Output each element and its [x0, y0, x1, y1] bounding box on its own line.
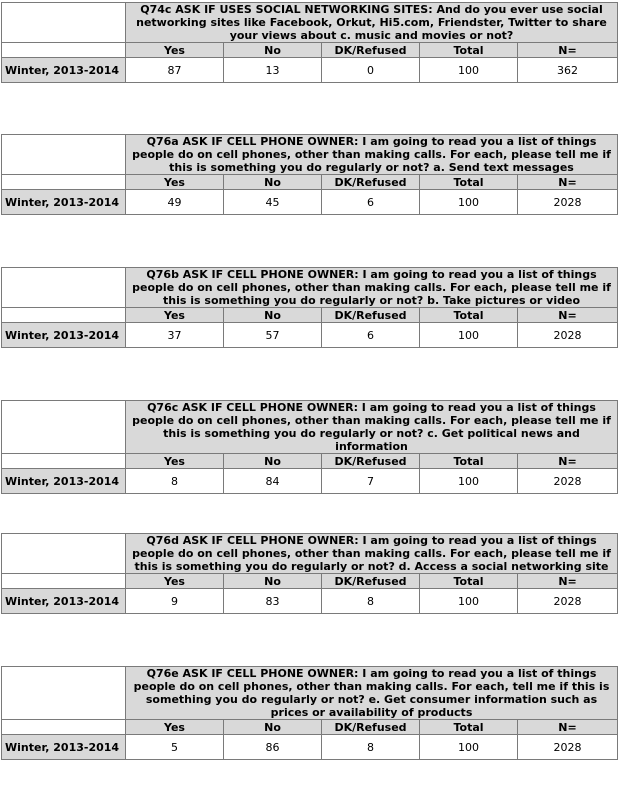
- column-header-yes: Yes: [126, 43, 224, 58]
- column-header-dk-refused: DK/Refused: [322, 308, 420, 323]
- blank-corner-cell: [2, 667, 126, 720]
- column-header-n: N=: [518, 43, 618, 58]
- value-cell-yes: 87: [126, 58, 224, 83]
- question-text: Q76e ASK IF CELL PHONE OWNER: I am going to read you a list of things people do on cell phones, other than making calls. For each, tell me if this is something you do regularly or not? e. Get consumer information such as prices or availability of products: [126, 667, 618, 720]
- value-cell-yes: 5: [126, 735, 224, 760]
- blank-header-cell: [2, 43, 126, 58]
- column-header-dk-refused: DK/Refused: [322, 574, 420, 589]
- question-text: Q76b ASK IF CELL PHONE OWNER: I am going to read you a list of things people do on cell phones, other than making calls. For each, please tell me if this is something you do regularly or not? b. Take pictures or video: [126, 268, 618, 308]
- column-header-yes: Yes: [126, 308, 224, 323]
- column-header-yes: Yes: [126, 454, 224, 469]
- value-cell-total: 100: [420, 190, 518, 215]
- row-label: Winter, 2013-2014: [2, 190, 126, 215]
- value-cell-dk-refused: 6: [322, 323, 420, 348]
- question-text: Q76d ASK IF CELL PHONE OWNER: I am going to read you a list of things people do on cell phones, other than making calls. For each, please tell me if this is something you do regularly or not? d. Access a social networking site: [126, 534, 618, 574]
- value-cell-total: 100: [420, 735, 518, 760]
- row-label: Winter, 2013-2014: [2, 58, 126, 83]
- blank-header-cell: [2, 720, 126, 735]
- value-cell-total: 100: [420, 469, 518, 494]
- table-row: [2, 58, 618, 83]
- column-header-no: No: [224, 574, 322, 589]
- value-cell-total: 100: [420, 323, 518, 348]
- column-header-yes: Yes: [126, 720, 224, 735]
- value-cell-n: 2028: [518, 469, 618, 494]
- value-cell-dk-refused: 7: [322, 469, 420, 494]
- question-text: Q76a ASK IF CELL PHONE OWNER: I am going to read you a list of things people do on cell phones, other than making calls. For each, please tell me if this is something you do regularly or not? a. Send text messages: [126, 135, 618, 175]
- survey-table: [1, 533, 618, 614]
- value-cell-yes: 37: [126, 323, 224, 348]
- blank-header-cell: [2, 308, 126, 323]
- column-header-dk-refused: DK/Refused: [322, 175, 420, 190]
- blank-header-cell: [2, 175, 126, 190]
- value-cell-total: 100: [420, 58, 518, 83]
- column-header-n: N=: [518, 308, 618, 323]
- column-header-total: Total: [420, 175, 518, 190]
- blank-header-cell: [2, 454, 126, 469]
- column-header-dk-refused: DK/Refused: [322, 720, 420, 735]
- row-label: Winter, 2013-2014: [2, 323, 126, 348]
- column-header-n: N=: [518, 574, 618, 589]
- column-header-no: No: [224, 43, 322, 58]
- value-cell-yes: 49: [126, 190, 224, 215]
- value-cell-n: 2028: [518, 323, 618, 348]
- question-text: Q76c ASK IF CELL PHONE OWNER: I am going to read you a list of things people do on cell phones, other than making calls. For each, please tell me if this is something you do regularly or not? c. Get political news and information: [126, 401, 618, 454]
- table-row: [2, 323, 618, 348]
- value-cell-total: 100: [420, 589, 518, 614]
- blank-corner-cell: [2, 135, 126, 175]
- value-cell-no: 84: [224, 469, 322, 494]
- survey-table: [1, 400, 618, 494]
- value-cell-no: 13: [224, 58, 322, 83]
- column-header-dk-refused: DK/Refused: [322, 454, 420, 469]
- survey-table: [1, 267, 618, 348]
- column-header-yes: Yes: [126, 175, 224, 190]
- column-header-no: No: [224, 454, 322, 469]
- value-cell-dk-refused: 0: [322, 58, 420, 83]
- value-cell-n: 362: [518, 58, 618, 83]
- survey-table: [1, 2, 618, 83]
- value-cell-no: 45: [224, 190, 322, 215]
- value-cell-n: 2028: [518, 735, 618, 760]
- value-cell-n: 2028: [518, 589, 618, 614]
- value-cell-n: 2028: [518, 190, 618, 215]
- value-cell-no: 57: [224, 323, 322, 348]
- blank-header-cell: [2, 574, 126, 589]
- column-header-total: Total: [420, 720, 518, 735]
- blank-corner-cell: [2, 534, 126, 574]
- blank-corner-cell: [2, 3, 126, 43]
- table-row: [2, 190, 618, 215]
- column-header-n: N=: [518, 454, 618, 469]
- question-text: Q74c ASK IF USES SOCIAL NETWORKING SITES: And do you ever use social networking sites like Facebook, Orkut, Hi5.com, Friendster, Twitter to share your views about c. music and movies or not?: [126, 3, 618, 43]
- column-header-yes: Yes: [126, 574, 224, 589]
- value-cell-yes: 8: [126, 469, 224, 494]
- table-row: [2, 735, 618, 760]
- column-header-no: No: [224, 308, 322, 323]
- column-header-total: Total: [420, 574, 518, 589]
- value-cell-dk-refused: 8: [322, 589, 420, 614]
- table-row: [2, 589, 618, 614]
- row-label: Winter, 2013-2014: [2, 469, 126, 494]
- column-header-total: Total: [420, 454, 518, 469]
- column-header-n: N=: [518, 720, 618, 735]
- column-header-total: Total: [420, 43, 518, 58]
- row-label: Winter, 2013-2014: [2, 735, 126, 760]
- column-header-no: No: [224, 720, 322, 735]
- value-cell-no: 86: [224, 735, 322, 760]
- column-header-total: Total: [420, 308, 518, 323]
- column-header-no: No: [224, 175, 322, 190]
- value-cell-no: 83: [224, 589, 322, 614]
- value-cell-dk-refused: 8: [322, 735, 420, 760]
- table-row: [2, 469, 618, 494]
- survey-table: [1, 666, 618, 760]
- column-header-dk-refused: DK/Refused: [322, 43, 420, 58]
- blank-corner-cell: [2, 401, 126, 454]
- row-label: Winter, 2013-2014: [2, 589, 126, 614]
- blank-corner-cell: [2, 268, 126, 308]
- value-cell-yes: 9: [126, 589, 224, 614]
- column-header-n: N=: [518, 175, 618, 190]
- survey-table: [1, 134, 618, 215]
- value-cell-dk-refused: 6: [322, 190, 420, 215]
